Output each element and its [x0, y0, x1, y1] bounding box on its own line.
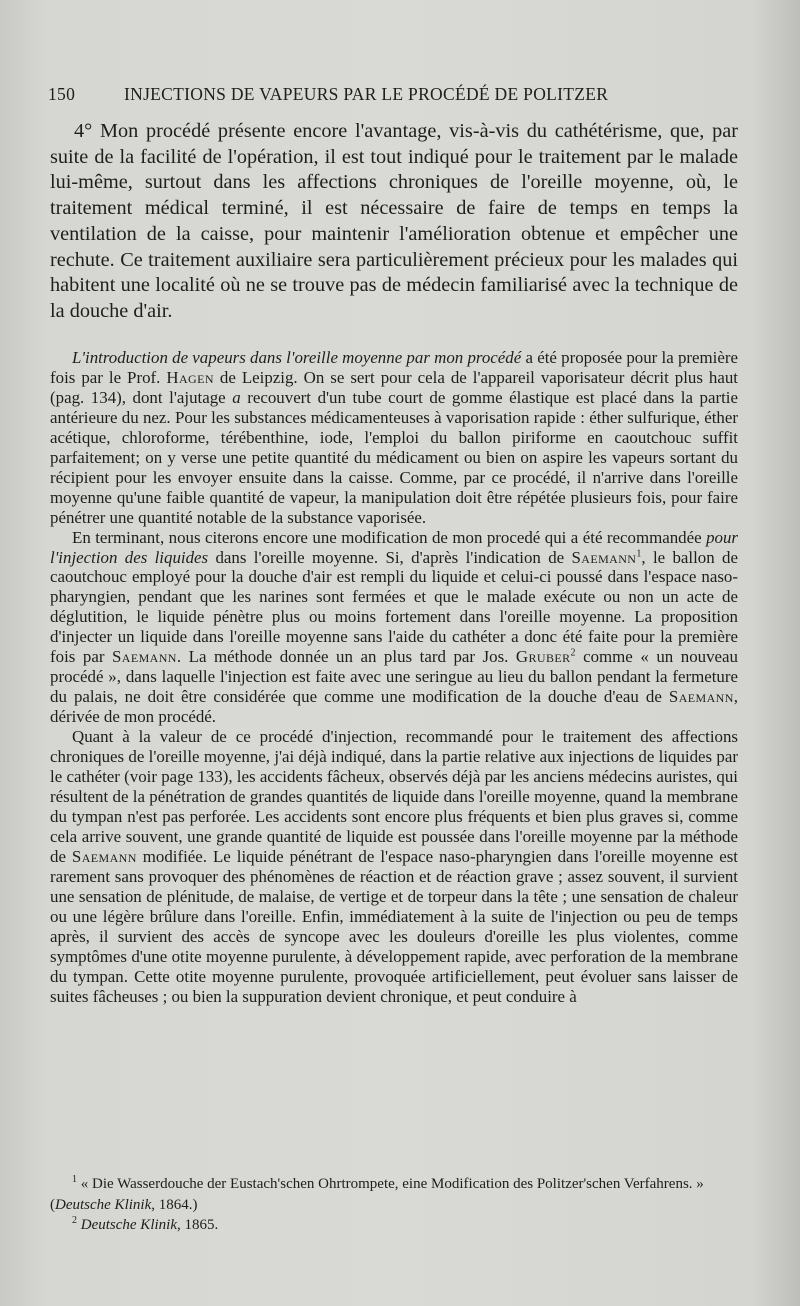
- italic-lead: L'introduction de vapeurs dans l'oreille moyenne par mon procédé: [72, 348, 522, 367]
- author-name: Saemann: [71, 846, 137, 866]
- author-name: Saemann: [112, 647, 177, 667]
- footnote-1: $^1$ « Die Wasserdouche der Eustach'schen Ohrtrompete, eine Modification des Politzer'schen Verfahrens. » (Deutsche Klinik, 1864.): [50, 1174, 704, 1213]
- page-number: 150: [48, 84, 76, 104]
- author-name: Gruber: [515, 647, 571, 667]
- footnotes: [50, 1174, 740, 1236]
- author-name: Saemann: [571, 547, 637, 567]
- footnote-2: $^2$ Deutsche Klinik, 1865.: [72, 1215, 219, 1233]
- author-name: Hagen: [166, 367, 214, 387]
- footnote-ref: 1: [636, 547, 642, 559]
- running-title: INJECTIONS DE VAPEURS PAR LE PROCÉDÉ DE POLITZER: [124, 84, 609, 104]
- paragraph-valeur-procede: Quant à la valeur de ce procédé d'injection, recommandé pour le traitement des affections chroniques de l'oreille moyenne, j'ai déjà indiqué, dans la partie relative aux injections de liquides par le cathéter (voir page 133), les accidents fâcheux, observés déjà par les anciens médecins auristes, qui résultent de la pénétration de grandes quantités de liquide dans l'oreille moyenne, quand la membrane du tympan n'est pas perforée. Les accidents sont encore plus fréquents et bien plus graves si, comme cela arrive souvent, une grande quantité de liquide est poussée dans l'oreille moyenne par la méthode de Saemann modifiée. Le liquide pénétrant de l'espace naso-pharyngien dans l'oreille moyenne est rarement sans provoquer des phénomènes de réaction et de réaction grave ; assez souvent, il survient une sensation de plénitude, de malaise, de vertige et de torpeur dans la tête ; une sensation de chaleur ou une légère brûlure dans l'oreille. Enfin, immédiatement à la suite de l'injection ou peu de temps après, il survient des accès de syncope avec les douleurs d'oreille les plus violentes, comme symptômes d'une otite moyenne purulente, à développement rapide, avec perforation de la membrane du tympan. Cette otite moyenne purulente, provoquée artificiellement, peut évoluer sans laisser de suites fâcheuses ; ou bien la suppuration devient chronique, et peut conduire à: [50, 727, 738, 1006]
- small-print-body: [50, 348, 738, 1006]
- author-name: Saemann: [668, 687, 734, 707]
- paragraph-injection-liquides: En terminant, nous citerons encore une modification de mon procedé qui a été recommandée pour l'injection des liquides dans l'oreille moyenne. Si, d'après l'indication de Saemann$^1$, le ballon de caoutchouc employé pour la douche d'air est rempli du liquide et celui-ci poussé dans l'espace naso-pharyngien, pendant que les narines sont fermées et que le malade exécute ou non un acte de déglutition, le liquide pénètre plus ou moins fortement dans l'oreille moyenne. La proposition d'injecter un liquide dans l'oreille moyenne sans l'aide du cathéter a donc été faite pour la première fois par Saemann. La méthode donnée un an plus tard par Jos. Gruber$^2$ comme « un nouveau procédé », dans laquelle l'injection est faite avec une seringue au lieu du ballon pendant la fermeture du palais, ne doit être considérée que comme une modification de la douche d'eau de Saemann, dérivée de mon procédé.: [50, 527, 738, 727]
- paragraph-vapeurs: L'introduction de vapeurs dans l'oreille moyenne par mon procédé a été proposée pour la première fois par le Prof. Hagen de Leipzig. On se sert pour cela de l'appareil vaporisateur décrit plus haut (pag. 134), dont l'ajutage a recouvert d'un tube court de gomme élastique est placé dans la partie antérieure du nez. Pour les substances médicamenteuses à vaporisation rapide : éther sulfurique, éther acétique, chloroforme, térébenthine, iode, l'emploi du ballon piriforme en caoutchouc suffit parfaitement; on y verse une petite quantité du médicament ou bien on aspire les vapeurs sortant du récipient pour les envoyer ensuite dans la caisse. Comme, par ce procédé, il n'arrive dans l'oreille moyenne qu'une faible quantité de vapeur, la manipulation doit être répétée plusieurs fois, pour faire pénétrer une quantité notable de la substance vaporisée.: [50, 348, 738, 527]
- intro-paragraph: 4° Mon procédé présente encore l'avantage, vis-à-vis du cathétérisme, que, par suite de la facilité de l'opération, il est tout indiqué pour le traitement par le malade lui-même, surtout dans les affections chroniques de l'oreille moyenne, où, le traitement médical terminé, il est nécessaire de faire de temps en temps la ventilation de la caisse, pour maintenir l'amélioration obtenue et empêcher une rechute. Ce traitement auxiliaire sera particulièrement précieux pour les malades qui habitent une localité où ne se trouve pas de médecin familiarisé avec la technique de la douche d'air.: [50, 120, 738, 322]
- footnote-ref: 2: [570, 647, 576, 659]
